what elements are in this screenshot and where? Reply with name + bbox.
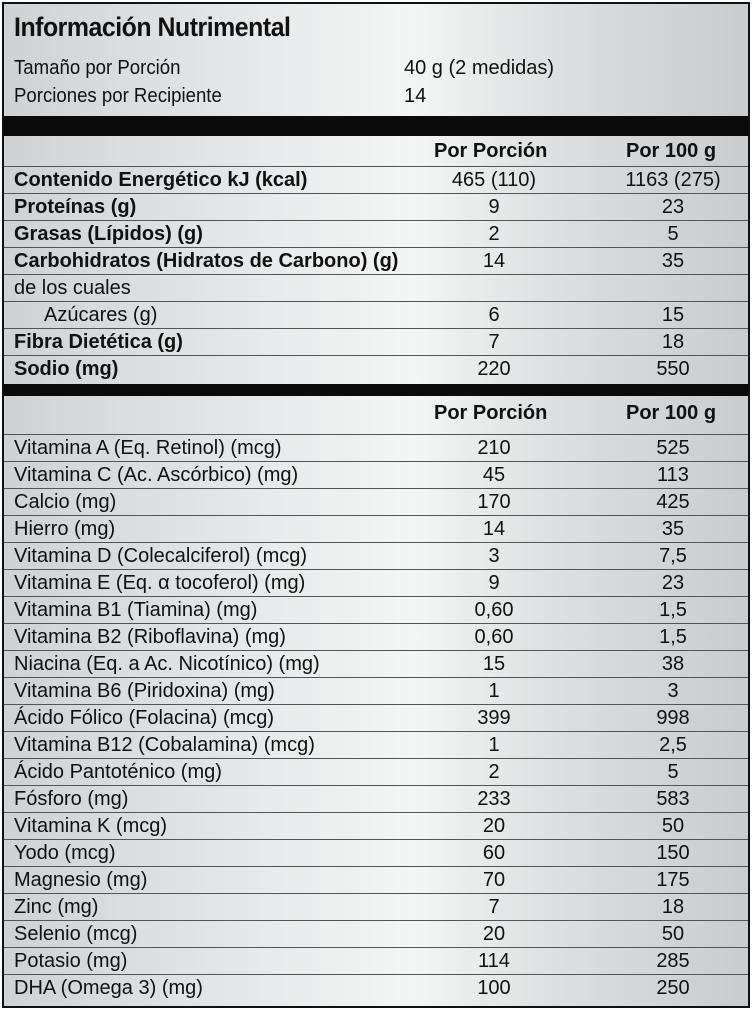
nutrient-row — [4, 623, 748, 651]
nutrient-label: de los cuales — [14, 277, 131, 299]
nutrient-label: Vitamina B1 (Tiamina) (mg) — [14, 599, 258, 621]
nutrient-label: Vitamina D (Colecalciferol) (mcg) — [14, 545, 308, 567]
nutrient-label: Contenido Energético kJ (kcal) — [14, 169, 308, 191]
nutrient-row — [4, 166, 748, 194]
value-per-100g: 285 — [656, 950, 690, 972]
nutrient-label: Ácido Fólico (Folacina) (mcg) — [14, 707, 275, 729]
nutrient-label: Vitamina B2 (Riboflavina) (mg) — [14, 626, 286, 648]
value-per-serving: 9 — [488, 196, 500, 218]
value-per-serving: 399 — [477, 707, 511, 729]
nutrient-row — [4, 758, 748, 786]
nutrient-row — [4, 650, 748, 678]
value-per-100g: 5 — [667, 223, 679, 245]
nutrient-label: Calcio (mg) — [14, 491, 117, 513]
nutrient-row — [4, 355, 748, 383]
value-per-serving: 1 — [488, 734, 500, 756]
micros-header-per-100g: Por 100 g — [626, 402, 717, 424]
nutrient-label: Vitamina A (Eq. Retinol) (mcg) — [14, 437, 282, 459]
value-per-100g: 998 — [656, 707, 690, 729]
nutrient-label: Niacina (Eq. a Ac. Nicotínico) (mg) — [14, 653, 320, 675]
nutrient-row — [4, 515, 748, 543]
nutrient-row — [4, 596, 748, 624]
value-per-serving: 2 — [488, 223, 500, 245]
nutrient-label: Sodio (mg) — [14, 358, 119, 380]
value-per-100g: 5 — [667, 761, 679, 783]
value-per-100g: 35 — [661, 518, 685, 540]
nutrient-label: Ácido Pantoténico (mg) — [14, 761, 222, 783]
nutrient-row — [4, 893, 748, 921]
nutrient-row — [4, 731, 748, 759]
value-per-serving: 100 — [477, 977, 511, 999]
value-per-serving: 3 — [488, 545, 500, 567]
nutrient-row — [4, 785, 748, 813]
nutrient-row — [4, 704, 748, 732]
value-per-100g: 1,5 — [659, 626, 687, 648]
nutrient-label: DHA (Omega 3) (mg) — [14, 977, 203, 999]
value-per-100g: 583 — [656, 788, 690, 810]
section-divider-middle — [4, 384, 748, 396]
value-per-serving: 210 — [477, 437, 511, 459]
value-per-100g: 23 — [661, 572, 685, 594]
nutrient-label: Hierro (mg) — [14, 518, 116, 540]
nutrient-row — [4, 461, 748, 489]
nutrient-row — [4, 947, 748, 975]
value-per-serving: 7 — [488, 331, 500, 353]
value-per-serving: 220 — [477, 358, 511, 380]
micros-header-per-serving: Por Porción — [434, 402, 548, 424]
nutrient-label: Potasio (mg) — [14, 950, 128, 972]
servings-per-container-value: 14 — [404, 85, 427, 107]
value-per-serving: 14 — [482, 250, 506, 272]
serving-size-label: Tamaño por Porción — [14, 57, 181, 79]
value-per-serving: 465 (110) — [451, 169, 537, 191]
value-per-serving: 0,60 — [474, 599, 514, 621]
nutrient-label: Vitamina B12 (Cobalamina) (mcg) — [14, 734, 315, 756]
value-per-100g: 175 — [656, 869, 690, 891]
value-per-100g: 250 — [656, 977, 690, 999]
value-per-100g: 7,5 — [659, 545, 687, 567]
nutrient-row — [4, 569, 748, 597]
value-per-100g: 113 — [657, 464, 689, 486]
value-per-100g: 35 — [661, 250, 685, 272]
nutrient-label: Proteínas (g) — [14, 196, 137, 218]
value-per-100g: 3 — [667, 680, 679, 702]
value-per-serving: 0,60 — [474, 626, 514, 648]
serving-size-row — [14, 57, 555, 80]
nutrient-row — [4, 866, 748, 894]
value-per-100g: 2,5 — [659, 734, 687, 756]
nutrient-label: Vitamina B6 (Piridoxina) (mg) — [14, 680, 275, 702]
nutrient-label: Azúcares (g) — [44, 304, 158, 326]
nutrient-row — [4, 677, 748, 705]
servings-per-container-row — [14, 85, 427, 108]
nutrient-label: Zinc (mg) — [14, 896, 99, 918]
value-per-serving: 6 — [488, 304, 500, 326]
value-per-serving: 1 — [488, 680, 500, 702]
value-per-serving: 170 — [477, 491, 511, 513]
nutrition-facts-panel — [2, 2, 750, 1008]
serving-size-value: 40 g (2 medidas) — [404, 57, 555, 79]
nutrient-label: Vitamina K (mcg) — [14, 815, 168, 837]
nutrient-row — [4, 839, 748, 867]
servings-per-container-label: Porciones por Recipiente — [14, 85, 222, 107]
nutrient-row — [4, 920, 748, 948]
value-per-100g: 425 — [656, 491, 690, 513]
value-per-serving: 60 — [482, 842, 506, 864]
value-per-100g: 1163 (275) — [625, 169, 721, 191]
nutrient-row — [4, 247, 748, 275]
value-per-serving: 70 — [482, 869, 506, 891]
macros-header-per-100g: Por 100 g — [626, 140, 717, 162]
value-per-serving: 2 — [488, 761, 500, 783]
nutrient-label: Vitamina E (Eq. α tocoferol) (mg) — [14, 572, 306, 594]
nutrient-label: Carbohidratos (Hidratos de Carbono) (g) — [14, 250, 399, 272]
value-per-100g: 18 — [661, 331, 685, 353]
value-per-100g: 550 — [656, 358, 690, 380]
value-per-serving: 14 — [482, 518, 506, 540]
value-per-100g: 1,5 — [659, 599, 687, 621]
value-per-100g: 150 — [656, 842, 690, 864]
nutrient-label: Selenio (mcg) — [14, 923, 138, 945]
nutrient-row — [4, 301, 748, 329]
value-per-serving: 45 — [482, 464, 506, 486]
nutrient-row — [4, 328, 748, 356]
nutrient-label: Vitamina C (Ac. Ascórbico) (mg) — [14, 464, 299, 486]
value-per-100g: 15 — [661, 304, 685, 326]
value-per-100g: 23 — [661, 196, 685, 218]
value-per-100g: 18 — [661, 896, 685, 918]
nutrient-row — [4, 812, 748, 840]
value-per-serving: 114 — [478, 950, 510, 972]
nutrient-row — [4, 488, 748, 516]
value-per-serving: 233 — [477, 788, 511, 810]
value-per-serving: 9 — [488, 572, 500, 594]
value-per-serving: 20 — [482, 923, 506, 945]
value-per-serving: 7 — [488, 896, 500, 918]
value-per-serving: 20 — [482, 815, 506, 837]
value-per-100g: 50 — [661, 815, 685, 837]
nutrient-row — [4, 274, 748, 302]
value-per-serving: 15 — [482, 653, 506, 675]
nutrient-label: Fibra Dietética (g) — [14, 331, 183, 353]
nutrient-label: Grasas (Lípidos) (g) — [14, 223, 203, 245]
nutrient-row — [4, 193, 748, 221]
nutrient-row — [4, 220, 748, 248]
section-divider-top — [4, 116, 748, 136]
macros-header-per-serving: Por Porción — [434, 140, 548, 162]
panel-title: Información Nutrimental — [14, 12, 291, 42]
nutrient-row — [4, 434, 748, 462]
nutrient-label: Fósforo (mg) — [14, 788, 129, 810]
nutrient-row — [4, 974, 748, 1002]
nutrient-label: Yodo (mcg) — [14, 842, 116, 864]
value-per-100g: 50 — [661, 923, 685, 945]
value-per-100g: 525 — [656, 437, 690, 459]
nutrient-row — [4, 542, 748, 570]
value-per-100g: 38 — [661, 653, 685, 675]
nutrient-label: Magnesio (mg) — [14, 869, 148, 891]
